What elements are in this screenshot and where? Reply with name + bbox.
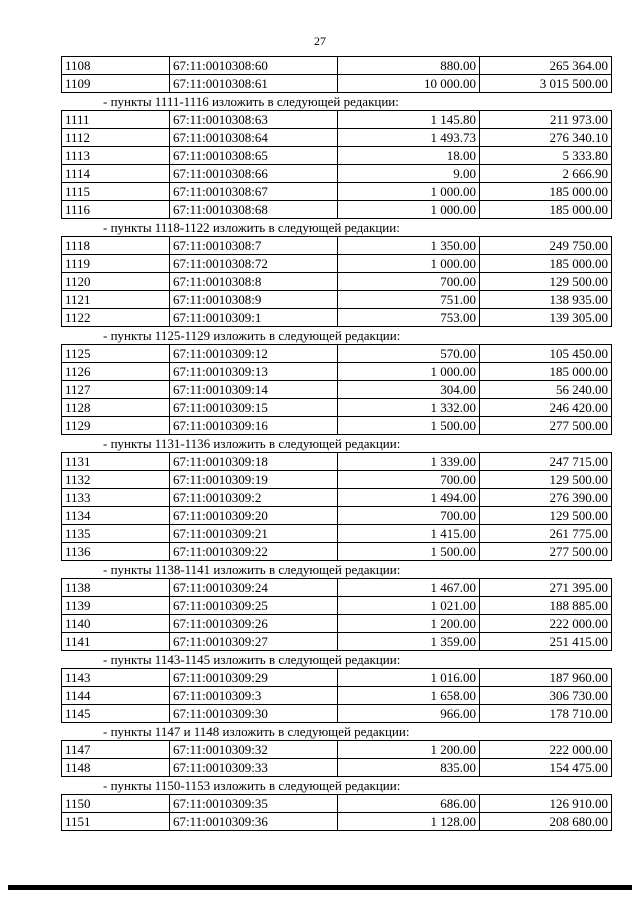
table-row: [62, 705, 612, 723]
cadastral-number-cell: 67:11:0010309:25: [170, 597, 338, 615]
area-cell: 1 145.80: [338, 111, 480, 129]
section-table: [61, 110, 612, 219]
item-number-cell: 1129: [62, 417, 170, 435]
area-cell: 966.00: [338, 705, 480, 723]
cadastral-number-cell: 67:11:0010308:72: [170, 255, 338, 273]
cadastral-number-cell: 67:11:0010309:32: [170, 741, 338, 759]
area-cell: 1 021.00: [338, 597, 480, 615]
table-row: [62, 183, 612, 201]
item-number-cell: 1126: [62, 363, 170, 381]
item-number-cell: 1145: [62, 705, 170, 723]
table-row: [62, 273, 612, 291]
area-cell: 570.00: [338, 345, 480, 363]
cadastral-number-cell: 67:11:0010309:20: [170, 507, 338, 525]
area-cell: 880.00: [338, 57, 480, 75]
value-cell: 129 500.00: [480, 471, 612, 489]
section-table: [61, 56, 612, 93]
cadastral-number-cell: 67:11:0010309:35: [170, 795, 338, 813]
table-row: [62, 381, 612, 399]
area-cell: 10 000.00: [338, 75, 480, 93]
cadastral-number-cell: 67:11:0010309:22: [170, 543, 338, 561]
table-row: [62, 345, 612, 363]
item-number-cell: 1111: [62, 111, 170, 129]
area-cell: 1 359.00: [338, 633, 480, 651]
value-cell: 188 885.00: [480, 597, 612, 615]
table-row: [62, 291, 612, 309]
area-cell: 18.00: [338, 147, 480, 165]
value-cell: 139 305.00: [480, 309, 612, 327]
value-cell: 247 715.00: [480, 453, 612, 471]
value-cell: 251 415.00: [480, 633, 612, 651]
section-table: [61, 740, 612, 777]
value-cell: 208 680.00: [480, 813, 612, 831]
table-row: [62, 543, 612, 561]
table-row: [62, 741, 612, 759]
cadastral-number-cell: 67:11:0010309:33: [170, 759, 338, 777]
table-row: [62, 453, 612, 471]
item-number-cell: 1120: [62, 273, 170, 291]
area-cell: 686.00: [338, 795, 480, 813]
cadastral-number-cell: 67:11:0010309:3: [170, 687, 338, 705]
table-row: [62, 129, 612, 147]
item-number-cell: 1122: [62, 309, 170, 327]
value-cell: 277 500.00: [480, 417, 612, 435]
value-cell: 126 910.00: [480, 795, 612, 813]
cadastral-number-cell: 67:11:0010309:30: [170, 705, 338, 723]
area-cell: 1 658.00: [338, 687, 480, 705]
item-number-cell: 1121: [62, 291, 170, 309]
area-cell: 1 000.00: [338, 363, 480, 381]
section-heading: - пункты 1111-1116 изложить в следующей редакции:: [103, 94, 399, 109]
table-row: [62, 597, 612, 615]
item-number-cell: 1109: [62, 75, 170, 93]
table-row: [62, 687, 612, 705]
cadastral-number-cell: 67:11:0010308:7: [170, 237, 338, 255]
item-number-cell: 1138: [62, 579, 170, 597]
area-cell: 1 500.00: [338, 417, 480, 435]
area-cell: 700.00: [338, 507, 480, 525]
value-cell: 222 000.00: [480, 741, 612, 759]
cadastral-number-cell: 67:11:0010309:13: [170, 363, 338, 381]
item-number-cell: 1150: [62, 795, 170, 813]
value-cell: 261 775.00: [480, 525, 612, 543]
table-row: [62, 111, 612, 129]
table-row: [62, 75, 612, 93]
value-cell: 246 420.00: [480, 399, 612, 417]
table-row: [62, 471, 612, 489]
table-row: [62, 399, 612, 417]
value-cell: 138 935.00: [480, 291, 612, 309]
table-row: [62, 417, 612, 435]
item-number-cell: 1116: [62, 201, 170, 219]
item-number-cell: 1113: [62, 147, 170, 165]
value-cell: 265 364.00: [480, 57, 612, 75]
value-cell: 277 500.00: [480, 543, 612, 561]
table-row: [62, 795, 612, 813]
section-table: [61, 794, 612, 831]
area-cell: 1 000.00: [338, 183, 480, 201]
table-row: [62, 255, 612, 273]
cadastral-number-cell: 67:11:0010309:24: [170, 579, 338, 597]
value-cell: 185 000.00: [480, 255, 612, 273]
value-cell: 276 340.10: [480, 129, 612, 147]
cadastral-number-cell: 67:11:0010308:61: [170, 75, 338, 93]
item-number-cell: 1139: [62, 597, 170, 615]
section-table: [61, 236, 612, 327]
item-number-cell: 1132: [62, 471, 170, 489]
value-cell: 306 730.00: [480, 687, 612, 705]
table-row: [62, 579, 612, 597]
value-cell: 2 666.90: [480, 165, 612, 183]
item-number-cell: 1151: [62, 813, 170, 831]
section-heading: - пункты 1147 и 1148 изложить в следующей редакции:: [103, 724, 410, 739]
item-number-cell: 1148: [62, 759, 170, 777]
area-cell: 1 339.00: [338, 453, 480, 471]
value-cell: 3 015 500.00: [480, 75, 612, 93]
item-number-cell: 1136: [62, 543, 170, 561]
table-row: [62, 147, 612, 165]
area-cell: 835.00: [338, 759, 480, 777]
item-number-cell: 1131: [62, 453, 170, 471]
area-cell: 1 415.00: [338, 525, 480, 543]
area-cell: 1 000.00: [338, 255, 480, 273]
item-number-cell: 1143: [62, 669, 170, 687]
item-number-cell: 1115: [62, 183, 170, 201]
cadastral-number-cell: 67:11:0010309:16: [170, 417, 338, 435]
area-cell: 1 128.00: [338, 813, 480, 831]
value-cell: 185 000.00: [480, 363, 612, 381]
area-cell: 1 467.00: [338, 579, 480, 597]
area-cell: 1 350.00: [338, 237, 480, 255]
item-number-cell: 1135: [62, 525, 170, 543]
area-cell: 700.00: [338, 273, 480, 291]
value-cell: 178 710.00: [480, 705, 612, 723]
value-cell: 222 000.00: [480, 615, 612, 633]
value-cell: 129 500.00: [480, 507, 612, 525]
area-cell: 1 493.73: [338, 129, 480, 147]
section-heading: - пункты 1143-1145 изложить в следующей редакции:: [103, 652, 401, 667]
table-row: [62, 669, 612, 687]
section-table: [61, 578, 612, 651]
item-number-cell: 1119: [62, 255, 170, 273]
item-number-cell: 1112: [62, 129, 170, 147]
area-cell: 751.00: [338, 291, 480, 309]
table-row: [62, 507, 612, 525]
item-number-cell: 1108: [62, 57, 170, 75]
cadastral-number-cell: 67:11:0010309:27: [170, 633, 338, 651]
cadastral-number-cell: 67:11:0010308:63: [170, 111, 338, 129]
item-number-cell: 1114: [62, 165, 170, 183]
item-number-cell: 1128: [62, 399, 170, 417]
table-row: [62, 309, 612, 327]
item-number-cell: 1133: [62, 489, 170, 507]
value-cell: 56 240.00: [480, 381, 612, 399]
area-cell: 700.00: [338, 471, 480, 489]
cadastral-number-cell: 67:11:0010309:26: [170, 615, 338, 633]
cadastral-number-cell: 67:11:0010309:18: [170, 453, 338, 471]
document-body: [61, 56, 611, 831]
table-row: [62, 633, 612, 651]
cadastral-number-cell: 67:11:0010309:21: [170, 525, 338, 543]
area-cell: 1 200.00: [338, 741, 480, 759]
item-number-cell: 1134: [62, 507, 170, 525]
cadastral-number-cell: 67:11:0010308:66: [170, 165, 338, 183]
value-cell: 154 475.00: [480, 759, 612, 777]
table-row: [62, 57, 612, 75]
item-number-cell: 1147: [62, 741, 170, 759]
cadastral-number-cell: 67:11:0010309:2: [170, 489, 338, 507]
cadastral-number-cell: 67:11:0010309:12: [170, 345, 338, 363]
section-heading: - пункты 1118-1122 изложить в следующей редакции:: [103, 220, 400, 235]
area-cell: 753.00: [338, 309, 480, 327]
item-number-cell: 1144: [62, 687, 170, 705]
table-row: [62, 813, 612, 831]
table-row: [62, 165, 612, 183]
cadastral-number-cell: 67:11:0010308:9: [170, 291, 338, 309]
cadastral-number-cell: 67:11:0010309:14: [170, 381, 338, 399]
value-cell: 5 333.80: [480, 147, 612, 165]
section-heading: - пункты 1125-1129 изложить в следующей редакции:: [103, 328, 401, 343]
cadastral-number-cell: 67:11:0010308:60: [170, 57, 338, 75]
value-cell: 211 973.00: [480, 111, 612, 129]
item-number-cell: 1118: [62, 237, 170, 255]
table-row: [62, 363, 612, 381]
value-cell: 105 450.00: [480, 345, 612, 363]
area-cell: 304.00: [338, 381, 480, 399]
value-cell: 276 390.00: [480, 489, 612, 507]
area-cell: 1 200.00: [338, 615, 480, 633]
section-heading: - пункты 1138-1141 изложить в следующей редакции:: [103, 562, 401, 577]
table-row: [62, 615, 612, 633]
value-cell: 185 000.00: [480, 183, 612, 201]
section-table: [61, 668, 612, 723]
cadastral-number-cell: 67:11:0010308:68: [170, 201, 338, 219]
item-number-cell: 1127: [62, 381, 170, 399]
area-cell: 1 500.00: [338, 543, 480, 561]
section-heading: - пункты 1131-1136 изложить в следующей редакции:: [103, 436, 401, 451]
item-number-cell: 1140: [62, 615, 170, 633]
area-cell: 1 494.00: [338, 489, 480, 507]
area-cell: 1 000.00: [338, 201, 480, 219]
item-number-cell: 1141: [62, 633, 170, 651]
cadastral-number-cell: 67:11:0010308:64: [170, 129, 338, 147]
area-cell: 1 332.00: [338, 399, 480, 417]
section-table: [61, 452, 612, 561]
page-number: 27: [314, 34, 326, 48]
cadastral-number-cell: 67:11:0010309:29: [170, 669, 338, 687]
cadastral-number-cell: 67:11:0010309:1: [170, 309, 338, 327]
cadastral-number-cell: 67:11:0010309:19: [170, 471, 338, 489]
section-table: [61, 344, 612, 435]
table-row: [62, 759, 612, 777]
value-cell: 185 000.00: [480, 201, 612, 219]
cadastral-number-cell: 67:11:0010308:8: [170, 273, 338, 291]
area-cell: 9.00: [338, 165, 480, 183]
table-row: [62, 237, 612, 255]
cadastral-number-cell: 67:11:0010309:15: [170, 399, 338, 417]
value-cell: 249 750.00: [480, 237, 612, 255]
table-row: [62, 525, 612, 543]
value-cell: 187 960.00: [480, 669, 612, 687]
value-cell: 129 500.00: [480, 273, 612, 291]
table-row: [62, 201, 612, 219]
cadastral-number-cell: 67:11:0010308:65: [170, 147, 338, 165]
table-row: [62, 489, 612, 507]
cadastral-number-cell: 67:11:0010309:36: [170, 813, 338, 831]
footer-rule: [8, 885, 632, 890]
cadastral-number-cell: 67:11:0010308:67: [170, 183, 338, 201]
value-cell: 271 395.00: [480, 579, 612, 597]
item-number-cell: 1125: [62, 345, 170, 363]
section-heading: - пункты 1150-1153 изложить в следующей редакции:: [103, 778, 401, 793]
area-cell: 1 016.00: [338, 669, 480, 687]
